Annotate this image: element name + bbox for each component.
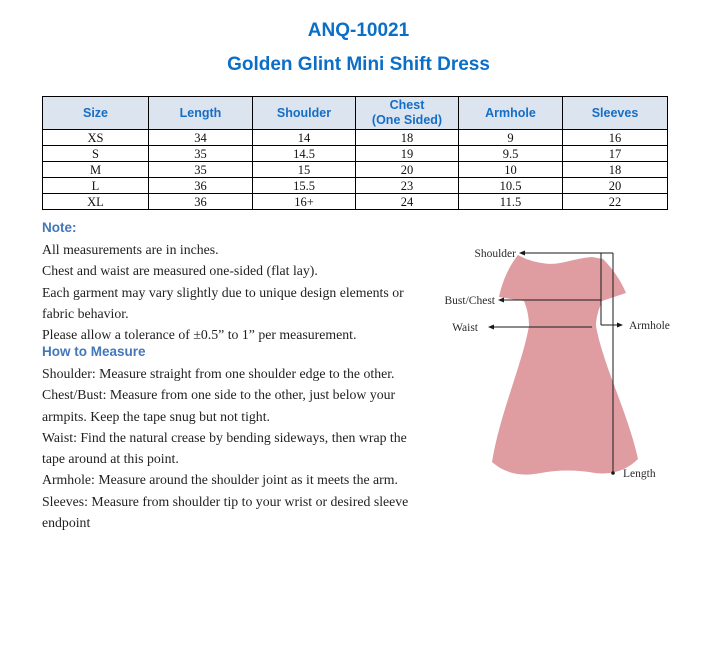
column-header-label: Size: [82, 105, 108, 120]
shoulder-cell: 15: [253, 162, 356, 178]
measure-line: Sleeves: Measure from shoulder tip to your wrist or desired sleeve: [42, 493, 409, 509]
length-cell: 36: [149, 178, 253, 194]
shoulder-arrow-icon: [519, 251, 525, 256]
length-cell: 35: [149, 146, 253, 162]
measure-line: Armhole: Measure around the shoulder joint as it meets the arm.: [42, 472, 398, 488]
armhole-arrow-icon: [617, 323, 623, 328]
shoulder-cell: 15.5: [253, 178, 356, 194]
size-cell: S: [43, 146, 149, 162]
note-section: [42, 220, 404, 345]
waist-arrow-icon: [488, 325, 494, 330]
armhole-cell: 10.5: [459, 178, 563, 194]
note-line: All measurements are in inches.: [42, 242, 219, 257]
column-header-label: Armhole: [485, 105, 536, 120]
how-to-measure-section: [42, 344, 408, 533]
length-cell: 36: [149, 194, 253, 210]
size-cell: XL: [43, 194, 149, 210]
column-header-label: Length: [179, 105, 222, 120]
product-title: Golden Glint Mini Shift Dress: [227, 54, 490, 75]
measure-line: Waist: Find the natural crease by bending sideways, then wrap the: [42, 429, 407, 445]
table-row-s: [43, 146, 668, 162]
length-cell: 34: [149, 130, 253, 146]
size-cell: XS: [43, 130, 149, 146]
chest-cell: 23: [356, 178, 459, 194]
note-line: Please allow a tolerance of ±0.5” to 1” per measurement.: [42, 327, 357, 343]
chest-cell: 24: [356, 194, 459, 210]
column-header-size: [43, 97, 149, 130]
dress-silhouette: [492, 255, 638, 475]
armhole-cell: 9.5: [459, 146, 563, 162]
chest-cell: 20: [356, 162, 459, 178]
length-cell: 35: [149, 162, 253, 178]
sleeves-cell: 18: [563, 162, 668, 178]
column-header-label: Shoulder: [276, 105, 332, 120]
measure-line: Shoulder: Measure straight from one shoulder edge to the other.: [42, 366, 395, 381]
chest-cell: 18: [356, 130, 459, 146]
measure-line: endpoint: [42, 515, 91, 531]
measure-line: Chest/Bust: Measure from one side to the other, just below your: [42, 387, 396, 403]
column-header-armhole: [459, 97, 563, 130]
note-line: fabric behavior.: [42, 305, 129, 321]
sleeves-cell: 16: [563, 130, 668, 146]
column-header-sleeves: [563, 97, 668, 130]
note-line: Chest and waist are measured one-sided (flat lay).: [42, 263, 318, 279]
shoulder-label: Shoulder: [474, 248, 516, 260]
table-row-xl: [43, 194, 668, 210]
bust-chest-arrow-icon: [498, 298, 504, 303]
sleeves-cell: 22: [563, 194, 668, 210]
column-header-label: Chest: [389, 98, 425, 112]
length-label: Length: [623, 468, 656, 480]
shoulder-cell: 16+: [253, 194, 356, 210]
table-row-xs: [43, 130, 668, 146]
waist-label: Waist: [452, 322, 478, 334]
table-row-l: [43, 178, 668, 194]
bust-chest-label: Bust/Chest: [445, 295, 495, 307]
product-code: ANQ-10021: [307, 20, 410, 41]
sleeves-cell: 17: [563, 146, 668, 162]
column-header-chest: [356, 97, 459, 130]
armhole-cell: 11.5: [459, 194, 563, 210]
column-header-label: Sleeves: [591, 105, 639, 120]
note-line: Each garment may vary slightly due to unique design elements or: [42, 284, 404, 300]
table-header-row: [43, 97, 668, 130]
how-to-measure-heading: How to Measure: [42, 344, 146, 359]
table-row-m: [43, 162, 668, 178]
size-cell: L: [43, 178, 149, 194]
size-cell: M: [43, 162, 149, 178]
chest-cell: 19: [356, 146, 459, 162]
shoulder-cell: 14: [253, 130, 356, 146]
sleeves-cell: 20: [563, 178, 668, 194]
length-endpoint-dot: [611, 471, 615, 475]
column-header-sublabel: (One Sided): [371, 113, 443, 127]
armhole-cell: 9: [459, 130, 563, 146]
size-chart-table: [42, 96, 668, 210]
dress-measurement-diagram: [445, 233, 715, 503]
measure-line: armpits. Keep the tape snug but not tight.: [42, 408, 270, 424]
armhole-cell: 10: [459, 162, 563, 178]
column-header-length: [149, 97, 253, 130]
shoulder-cell: 14.5: [253, 146, 356, 162]
note-heading: Note:: [42, 220, 77, 235]
measure-line: tape around at this point.: [42, 451, 179, 467]
armhole-label: Armhole: [629, 320, 670, 332]
column-header-shoulder: [253, 97, 356, 130]
